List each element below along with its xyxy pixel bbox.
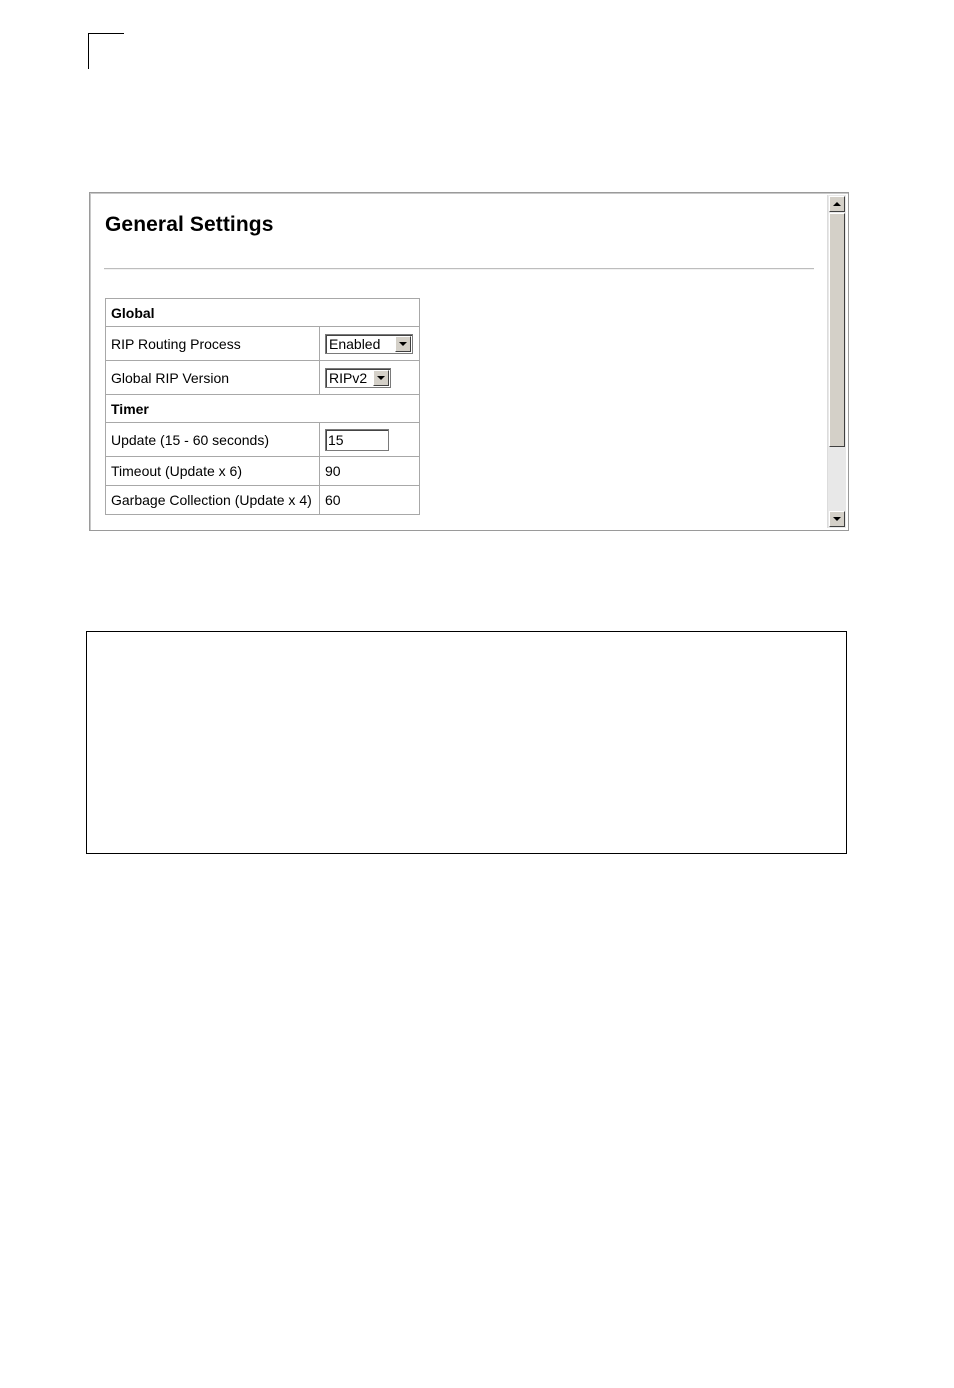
crop-mark-horizontal — [88, 33, 124, 34]
global-rip-version-cell — [320, 361, 420, 395]
scrollbar-thumb[interactable] — [829, 213, 845, 447]
arrow-up-icon[interactable] — [829, 196, 845, 212]
table-row-timeout — [106, 457, 420, 486]
title-divider — [104, 268, 814, 270]
rip-routing-process-label: RIP Routing Process — [106, 327, 320, 361]
chevron-down-icon[interactable] — [373, 370, 389, 386]
garbage-collection-label: Garbage Collection (Update x 4) — [106, 486, 320, 515]
crop-mark-vertical — [88, 33, 89, 69]
table-row-rip-routing-process — [106, 327, 420, 361]
table-row-global-rip-version — [106, 361, 420, 395]
empty-note-box — [86, 631, 847, 854]
table-row-update — [106, 423, 420, 457]
global-rip-version-value: RIPv2 — [329, 369, 368, 386]
global-rip-version-label: Global RIP Version — [106, 361, 320, 395]
settings-window — [89, 192, 849, 531]
garbage-collection-value: 60 — [320, 486, 420, 515]
global-rip-version-select[interactable] — [325, 368, 391, 388]
timeout-label: Timeout (Update x 6) — [106, 457, 320, 486]
table-row-garbage-collection — [106, 486, 420, 515]
timeout-value: 90 — [320, 457, 420, 486]
update-label: Update (15 - 60 seconds) — [106, 423, 320, 457]
update-input[interactable] — [325, 429, 389, 451]
section-header-global — [106, 299, 420, 327]
page-title: General Settings — [105, 213, 274, 236]
chevron-down-icon[interactable] — [395, 336, 411, 352]
vertical-scrollbar[interactable] — [827, 195, 846, 528]
update-cell — [320, 423, 420, 457]
rip-routing-process-cell — [320, 327, 420, 361]
section-heading-global: Global — [106, 299, 420, 327]
rip-routing-process-select[interactable] — [325, 334, 413, 354]
section-heading-timer: Timer — [106, 395, 420, 423]
rip-routing-process-value: Enabled — [329, 335, 381, 352]
arrow-down-icon[interactable] — [829, 511, 845, 527]
settings-table — [105, 298, 420, 515]
window-content — [90, 193, 826, 530]
section-header-timer — [106, 395, 420, 423]
